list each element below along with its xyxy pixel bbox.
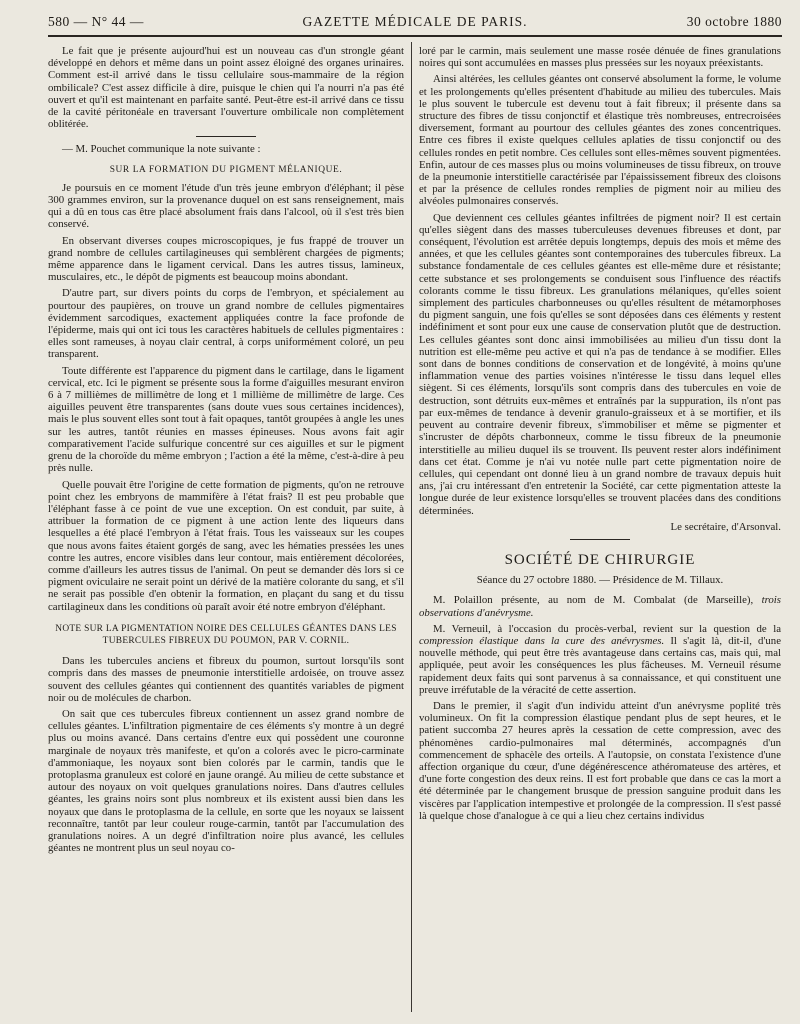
text-run: Il s'agit là, dit-il, d'une nouvelle méthode, qui peut être très avantageuse dans certains cas, mais qui, mal appliquée, peut avoir les conséquences les plus fâcheuses. M. Verneuil résume rapidement deux faits qui sont parvenus à sa connaissance, et qui constituent une preuve irréfutable de la véracité de cette assertion. <box>419 634 781 696</box>
issue-date: 30 octobre 1880 <box>686 14 782 29</box>
paragraph <box>419 623 781 696</box>
paragraph: Toute différente est l'apparence du pigment dans le cartilage, dans le ligament cervical, etc. Ici le pigment se présente sous la forme d'aiguilles mesurant environ 6 à 7 millièmes de millimètre de long et 1 millième de millimètre de large. Ces aiguilles peuvent être transparentes (sans doute vues sous certaines incidences), mais le plus souvent elles sont tout à fait opaques, tantôt groupées à angle les unes sur les autres, tantôt réunies en masses épineuses. Nous avons fait agir comparativement l'acide sulfurique concentré sur ces aiguilles et sur le pigment grenu de la choroïde du même embryon ; l'action a été la même, c'est-à-dire à peu près nulle. <box>48 364 404 475</box>
text-run: M. Polaillon présente, au nom de M. Combalat (de Marseille), <box>433 594 754 607</box>
paragraph: On sait que ces tubercules fibreux contiennent un assez grand nombre de cellules géantes. L'infiltration pigmentaire de ces éléments s'y montre à un degré plus ou moins avancé. Dans certains d'entre eux qui possèdent une couronne marginale de noyaux très manifeste, et qu'on a colorés avec le picro-carminate d'ammoniaque, les noyaux sont bien colorés par le carmin, tandis que le protoplasma granuleux est coloré en jaune orangé. Au milieu de cette substance et autour des noyaux on voit quelques granulations noires. Dans d'autres cellules géantes, les grains noirs sont plus nombreux et ils existent aussi bien dans les noyaux que dans le protoplasma de la cellule, en sorte que les noyaux se laissent reconnaître, tantôt par leur couleur rouge-carmin, tantôt par l'accumulation des granulations noires. A un degré d'infiltration noire plus avancé, les cellules géantes ne montrent plus un seul noyau co- <box>48 707 404 855</box>
paragraph: Ainsi altérées, les cellules géantes ont conservé absolument la forme, le volume et les prolongements qu'elles présentent d'habitude au milieu des tubercules. Mais le plus souvent le tubercule est devenu tout à fait fibreux; il présente dans sa structure des fibres de tissu conjonctif et élastique très nombreuses, entrecroisées diversement, formant au pourtour des cellules géantes des zones concentriques. Entre ces fibres il existe quelques cellules aplaties de tissu conjonctif ou des cellules rondes en petit nombre. Ces cellules sont elles-mêmes souvent pigmentées. Enfin, autour de ces masses plus ou moins volumineuses de tissu fibreux, on trouve de la pneumonie interstitielle caractérisée par l'épaississement fibreux des cloisons et par la présence de cellules rondes remplies de pigment noir au milieu des alvéoles pulmonaires conservés. <box>419 73 781 208</box>
text-run: M. Verneuil, à l'occasion du procès-verbal, revient sur la question de la <box>433 622 781 635</box>
paragraph: Dans les tubercules anciens et fibreux du poumon, surtout lorsqu'ils sont compris dans des masses de pneumonie interstitielle ardoisée, on trouve assez souvent des cellules géantes qui contiennent des quantités variables de pigment noir ou de molécules de charbon. <box>48 655 404 704</box>
paragraph: Je poursuis en ce moment l'étude d'un très jeune embryon d'éléphant; il pèse 300 grammes environ, sur la provenance duquel on est sans renseignement, mais qui a dû en tous cas être placé absolument frais dans l'alcool, où il s'est très bien conservé. <box>48 181 404 231</box>
paragraph: — M. Pouchet communique la note suivante : <box>62 143 261 156</box>
signature: Le secrétaire, d'Arsonval. <box>670 520 781 533</box>
paragraph <box>419 594 781 618</box>
paragraph: Quelle pouvait être l'origine de cette formation de pigments, qu'on ne retrouve point chez les embryons de mammifère à l'état frais? Il est peu probable que l'éléphant fasse à ce point de vue une exception. On est conduit, par suite, à attribuer la formation de ce pigment à une action lente des liqueurs dans lesquelles a été placé l'embryon à l'état frais. Tous les vaisseaux sur les coupes que nous avons faites étaient gorgés de sang, avec les hématies pressées les unes contre les autres, encore visibles dans leur contour, mais entièrement décolorées, comme d'ailleurs les autres tissus de l'animal. On peut se demander dès lors si ce pigment oviculaire ne serait point un dérivé de la matière colorante du sang, et s'il ne serait pas possible d'en obtenir la formation, en plaçant du sang et du tissu cartilagineux dans les conditions où paraît avoir été notre embryon d'éléphant. <box>48 478 404 613</box>
section-heading: NOTE SUR LA PIGMENTATION NOIRE DES CELLULES GÉANTES DANS LES TUBERCULES FIBREUX DU POUMON, PAR V. CORNIL. <box>55 623 397 646</box>
section-heading: SUR LA FORMATION DU PIGMENT MÉLANIQUE. <box>109 164 343 175</box>
paragraph: Que deviennent ces cellules géantes infiltrées de pigment noir? Il est certain qu'elles siègent dans des masses tuberculeuses devenues fibreuses et dont, par conséquent, l'évolution est arrêtée depuis longtemps, depuis des mois et même des années, et que les cellules géantes sont contemporaines des tubercules fibreux. La substance fondamentale de ces cellules géantes est elle-même dure et résistante; cette substance et ses prolongements se conduisent sous l'influence des réactifs colorants comme le tissu fibreux. Les granulations mélaniques, qu'elles soient simplement des particules charbonneuses ou qu'elles résultent de métamorphoses du pigment sanguin, une fois qu'elles se sont déposées dans ces éléments y restent indéfiniment et sont pour eux une cause de conservation plutôt que de destruction. Les cellules géantes sont donc ainsi immobilisées au milieu d'un tissu dont la nutrition est elle-même peu active et qui n'a pas de tendance à se modifier. Elles sont dans de bonnes conditions de conservation et de longévité, à moins qu'une inflammation venue des parties voisines n'intéresse le tissu dans lequel elles siègent. Si ces éléments, lorsqu'ils sont compris dans des tubercules en voie de destruction, sont détruits eux-mêmes et entraînés par la suppuration, ils n'ont pas par eux-mêmes de tendance à devenir granulo-graisseux et à se mortifier, et ils peuvent au contraire devenir fibreux, s'immobiliser et même se pigmenter et s'incruster de dépôts charbonneux, comme le tissu fibreux de la pneumonie interstitielle au milieu duquel ils se trouvent. Ils peuvent rester alors indéfiniment dans cet état. Comme je n'ai vu notée nulle part cette pigmentation noire de cellules, qui cependant ont donné lieu à un grand nombre de travaux depuis huit ans, j'ai cru intéressant d'en entretenir la Société, car cette pigmentation atteste la longue durée de leur existence lorsqu'elles se trouvent placées dans des conditions déterminées. <box>419 211 781 517</box>
italic-title: trois observations d'anévrysme. <box>419 594 781 619</box>
session-line: Séance du 27 octobre 1880. — Présidence de M. Tillaux. <box>476 574 724 587</box>
running-header <box>48 10 782 34</box>
paragraph: En observant diverses coupes microscopiques, je fus frappé de trouver un grand nombre de cellules cartilagineuses qui semblèrent chargées de pigments; même apparence dans le ligament cervical. Dans les autres tissus, lamineux, musculaires, etc., le dépôt de pigments est beaucoup moins abondant. <box>48 234 404 284</box>
journal-title: GAZETTE MÉDICALE DE PARIS. <box>302 14 528 29</box>
header-rule <box>48 35 782 37</box>
section-divider <box>196 136 256 137</box>
paragraph: loré par le carmin, mais seulement une masse rosée dénuée de fines granulations noires qui sont accumulées en masses plus pressées sur les noyaux préexistants. <box>419 45 781 70</box>
paragraph: D'autre part, sur divers points du corps de l'embryon, et spécialement au pourtour des paupières, on trouve un grand nombre de cellules pigmentaires évidemment sarcodiques, exactement appliquées contre la face profonde de l'épiderme, mais qui ont ici tous les caractères habituels de cellules pigmentaires : elles sont rameuses, à noyau clair central, à corps uniformément coloré, un peu transparent. <box>48 287 404 361</box>
paragraph: Dans le premier, il s'agit d'un individu atteint d'un anévrysme poplité très volumineux. On fit la compression élastique pendant plus de sept heures, et le patient succomba 27 heures après la cessation de cette compression, avec des phénomènes cardio-pulmonaires mal déterminés, accompagnés d'un commencement de sphacèle des orteils. A l'autopsie, on constata l'existence d'une affection organique du cœur, d'une dégénérescence athéromateuse des artères, et d'une forte congestion des deux reins. Il est fort probable que dans ce cas la mort a été déterminée par le changement brusque de pression sanguine produit dans les viscères par l'application intempestive et prolongée de la compression. Il s'est passé là quelque chose d'analogue à ce qui a lieu chez certains individus <box>419 699 781 822</box>
page-number: 580 — N° 44 — <box>48 14 144 29</box>
right-column <box>419 45 781 1020</box>
italic-title: compression élastique dans la cure des anévrysmes. <box>419 634 665 647</box>
paragraph: Le fait que je présente aujourd'hui est un nouveau cas d'un strongle géant développé en dehors et même dans un point assez éloigné des organes urinaires. Comment est-il arrivé dans le tissu cellulaire sous-mammaire de la région ombilicale? C'est assez difficile à dire, puisque le chien qui l'a nourri n'a pas été ouvert et qu'il est maintenant en parfaite santé. Peut-être est-il arrivé dans ce tissu de la cavité péritonéale en traversant l'ouverture ombilicale non complètement oblitérée. <box>48 45 404 131</box>
section-divider <box>570 539 630 540</box>
left-column <box>48 45 404 1020</box>
column-divider <box>411 42 412 1012</box>
society-title: SOCIÉTÉ DE CHIRURGIE <box>504 551 696 568</box>
